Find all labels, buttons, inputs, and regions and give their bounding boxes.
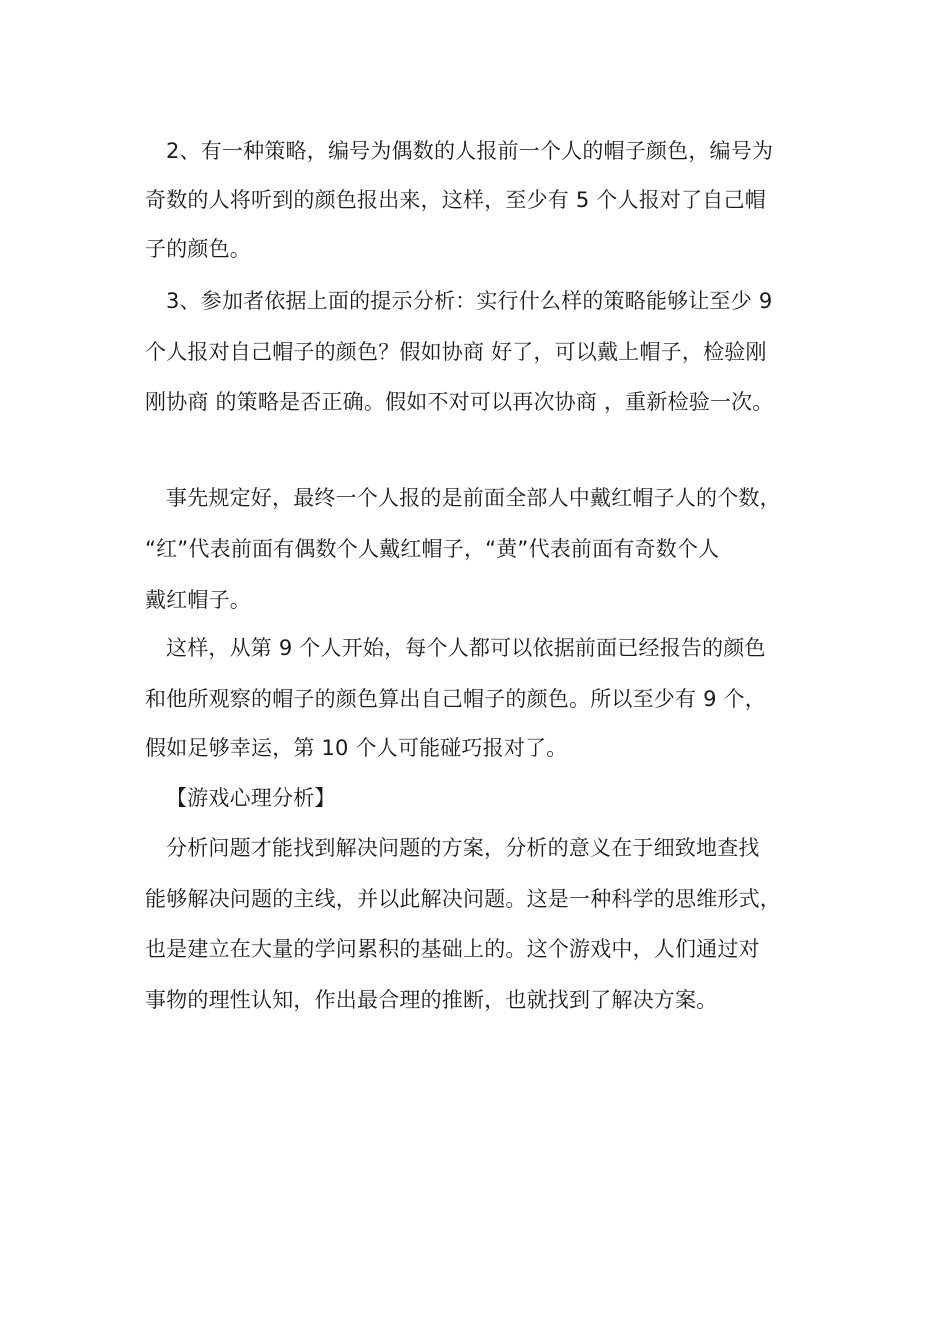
text-line: 和他所观察的帽子的颜色算出自己帽子的颜色。所以至少有 9 个， (145, 687, 766, 711)
section-heading-text: 【游戏心理分析】 (166, 786, 336, 810)
text-line: 戴红帽子。 (145, 588, 251, 612)
text-line: 刚协商 的策略是否正确。假如不对可以再次协商 ，重新检验一次。 (145, 390, 774, 414)
text-line: 假如足够幸运，第 10 个人可能碰巧报对了。 (145, 736, 568, 760)
text-line: 这样，从第 9 个人开始，每个人都可以依据前面已经报告的颜色 (166, 636, 766, 660)
text-line: 分析问题才能找到解决问题的方案，分析的意义在于细致地查找 (166, 836, 760, 860)
text-line: 个人报对自己帽子的颜色？假如协商 好了，可以戴上帽子，检验刚 (145, 340, 767, 364)
text-line: 2、有一种策略，编号为偶数的人报前一个人的帽子颜色，编号为 (166, 139, 774, 163)
text-line: 子的颜色。 (145, 237, 251, 261)
text-line: “红”代表前面有偶数个人戴红帽子，“黄”代表前面有奇数个人 (145, 537, 720, 561)
text-line: 奇数的人将听到的颜色报出来，这样，至少有 5 个人报对了自己帽 (145, 188, 766, 212)
text-line: 能够解决问题的主线，并以此解决问题。这是一种科学的思维形式， (145, 887, 781, 911)
text-line: 事物的理性认知，作出最合理的推断，也就找到了解决方案。 (145, 988, 718, 1012)
text-line: 也是建立在大量的学问累积的基础上的。这个游戏中，人们通过对 (145, 937, 760, 961)
text-line: 事先规定好，最终一个人报的是前面全部人中戴红帽子人的个数， (166, 486, 781, 510)
text-line: 3、参加者依据上面的提示分析：实行什么样的策略能够让至少 9 (166, 289, 773, 313)
